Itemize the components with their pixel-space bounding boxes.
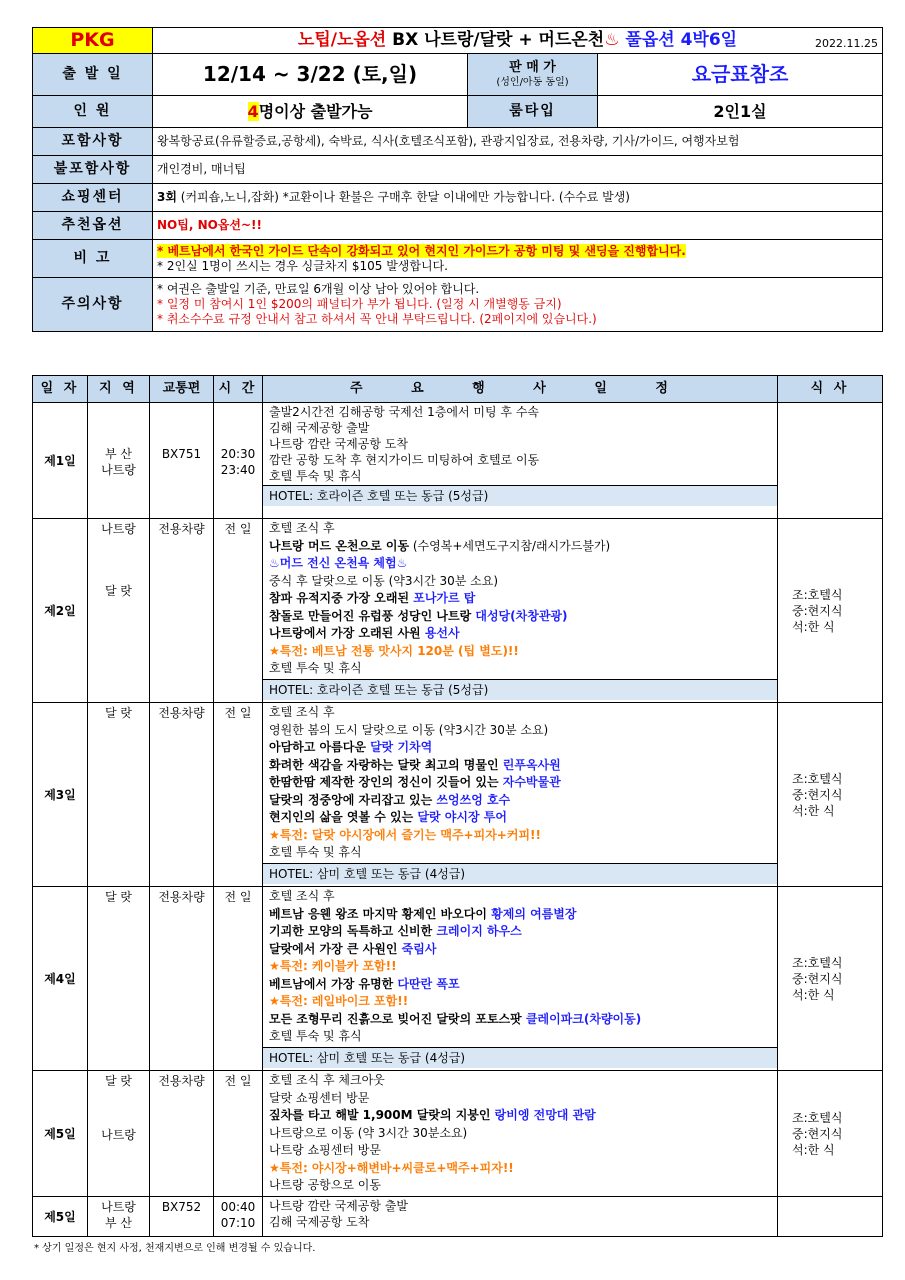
region-cell (88, 1197, 150, 1237)
special-benefit: ★특전: 달랏 야시장에서 즐기는 맥주+피자+커피!! (269, 827, 541, 842)
itinerary-line: 달랏 쇼핑센터 방문 (269, 1090, 370, 1105)
itinerary-line: 한땀한땀 제작한 장인의 정신이 깃들어 있는 자수박물관 (269, 775, 561, 789)
excluded-value: 개인경비, 매너팁 (153, 156, 883, 184)
itinerary-line: 베트남 응웬 왕조 마지막 황제인 바오다이 황제의 여름별장 (269, 906, 577, 921)
itinerary-line: 짚차를 타고 해발 1,900M 달랏의 지붕인 랑비엥 전망대 관람 (269, 1108, 596, 1122)
itinerary-line: 호텔 조식 후 체크아웃 (269, 1073, 385, 1087)
meal-dinner: 석:한 식 (792, 803, 835, 818)
itinerary-line: 나트랑에서 가장 오래된 사원 용선사 (269, 626, 460, 640)
transport-cell: 전용차량 (150, 519, 214, 703)
itinerary-line: 호텔 조식 후 (269, 889, 335, 903)
meal-cell (778, 1071, 883, 1197)
meal-cell (778, 703, 883, 887)
title-no-tip: 노팁/노옵션 (297, 30, 387, 50)
itinerary-line: 김해 국제공항 도착 (269, 1215, 370, 1229)
price-label-sub: (성인/아동 동일) (496, 76, 569, 88)
transport-cell: BX752 (150, 1197, 214, 1237)
itinerary-line: 나트랑 쇼핑센터 방문 (269, 1143, 381, 1157)
package-title (153, 28, 883, 54)
itinerary-cell (263, 403, 778, 519)
remark-line-1: * 베트남에서 한국인 가이드 단속이 강화되고 있어 현지인 가이드가 공항 미팅 및 샌딩을 진행합니다. (157, 243, 686, 258)
title-full-option: 풀옵션 4박6일 (619, 30, 738, 50)
meal-lunch: 중:현지식 (792, 603, 843, 618)
region-cell (88, 1071, 150, 1197)
itinerary-line: 참돌로 만들어진 유럽풍 성당인 나트랑 대성당(차창관광) (269, 608, 568, 623)
itinerary-cell (263, 519, 778, 703)
arrive-time: 07:10 (220, 1216, 256, 1230)
itinerary-cell (263, 703, 778, 887)
day-row-1 (33, 403, 883, 519)
room-label: 룸타입 (468, 96, 598, 128)
itinerary-line: 달랏에서 가장 큰 사원인 죽림사 (269, 941, 437, 956)
region-start: 달 랏 (105, 1074, 132, 1088)
pkg-label: PKG (33, 28, 153, 54)
meal-dinner: 석:한 식 (792, 619, 835, 634)
depart-time: 00:40 (220, 1200, 256, 1214)
itinerary-line: 베트남에서 가장 유명한 다딴란 폭포 (269, 976, 460, 991)
meal-lunch: 중:현지식 (792, 971, 843, 986)
col-meal: 식 사 (778, 376, 883, 403)
day-label: 제3일 (33, 703, 88, 887)
itinerary-line: 기괴한 모양의 독특하고 신비한 크레이지 하우스 (269, 924, 522, 938)
time-cell: 전 일 (214, 519, 263, 703)
meal-cell (778, 403, 883, 519)
day-label: 제4일 (33, 887, 88, 1071)
itinerary-line: 호텔 투숙 및 휴식 (269, 469, 362, 483)
region-from: 나트랑 (101, 1200, 136, 1214)
itinerary-line: 아담하고 아름다운 달랏 기차역 (269, 740, 433, 754)
itinerary-highlight: ♨머드 전신 온천욕 체험♨ (269, 556, 408, 570)
itinerary-line: 출발2시간전 김해공항 국제선 1층에서 미팅 후 수속 (269, 405, 539, 419)
document-date: 2022.11.25 (815, 37, 879, 50)
itinerary-cell (263, 1197, 778, 1237)
included-label: 포함사항 (33, 128, 153, 156)
itinerary-line: 나트랑 깜란 국제공항 출발 (269, 1199, 408, 1213)
day-row-5 (33, 1071, 883, 1197)
col-itinerary: 주 요 행 사 일 정 (263, 376, 778, 403)
col-day: 일 자 (33, 376, 88, 403)
meal-dinner: 석:한 식 (792, 1142, 835, 1157)
itinerary-line: 나트랑 머드 온천으로 이동 (수영복+세면도구지참/래시가드불가) (269, 538, 611, 553)
meal-breakfast: 조:호텔식 (792, 587, 843, 602)
transport-cell: 전용차량 (150, 1071, 214, 1197)
col-region: 지 역 (88, 376, 150, 403)
itinerary-line: 나트랑으로 이동 (약 3시간 30분소요) (269, 1125, 468, 1140)
special-benefit: ★특전: 케이블카 포함!! (269, 959, 397, 973)
itinerary-line: 나트랑 깜란 국제공항 도착 (269, 437, 408, 451)
special-benefit: ★특전: 베트남 전통 맛사지 120분 (팁 별도)!! (269, 643, 519, 658)
region-from: 부 산 (105, 446, 132, 461)
depart-label: 출 발 일 (33, 54, 153, 96)
hotel-info: HOTEL: 호라이즌 호텔 또는 동급 (5성급) (263, 485, 777, 506)
people-label: 인 원 (33, 96, 153, 128)
footnote: * 상기 일정은 현지 사정, 천재지변으로 인해 변경될 수 있습니다. (34, 1243, 316, 1254)
included-value: 왕복항공료(유류할증료,공항세), 숙박료, 식사(호텔조식포함), 관광지입장료, 전용차량, 기사/가이드, 여행자보험 (153, 128, 883, 156)
itinerary-cell (263, 887, 778, 1071)
itinerary-line: 호텔 조식 후 (269, 521, 335, 535)
itinerary-line: 모든 조형무리 진흙으로 빚어진 달랏의 포토스팟 클레이파크(차량이동) (269, 1011, 642, 1026)
time-cell (214, 403, 263, 519)
region-to: 나트랑 (101, 462, 136, 477)
day-label: 제1일 (33, 403, 88, 519)
option-value: NO팁, NO옵션~!! (153, 212, 883, 240)
region-to: 부 산 (105, 1216, 132, 1230)
itinerary-line: 중식 후 달랏으로 이동 (약3시간 30분 소요) (269, 573, 499, 588)
excluded-label: 불포함사항 (33, 156, 153, 184)
shopping-value (153, 184, 883, 212)
day-label: 제2일 (33, 519, 88, 703)
info-table (32, 27, 883, 332)
region-start: 나트랑 (101, 522, 136, 536)
col-time: 시 간 (214, 376, 263, 403)
itinerary-line: 호텔 투숙 및 휴식 (269, 1029, 362, 1043)
itinerary-line: 호텔 조식 후 (269, 705, 335, 719)
meal-breakfast: 조:호텔식 (792, 771, 843, 786)
shopping-count: 3회 (157, 190, 177, 204)
day-row-4 (33, 887, 883, 1071)
depart-value: 12/14 ~ 3/22 (토,일) (153, 54, 468, 96)
itinerary-line: 참파 유적지중 가장 오래된 포나가르 탑 (269, 591, 476, 605)
itinerary-line: 달랏의 정중앙에 자리잡고 있는 쓰엉쓰엉 호수 (269, 792, 511, 807)
meal-dinner: 석:한 식 (792, 987, 835, 1002)
people-text: 명이상 출발가능 (258, 102, 373, 121)
itinerary-cell (263, 1071, 778, 1197)
itinerary-line: 호텔 투숙 및 휴식 (269, 661, 362, 675)
hotel-info: HOTEL: 삼미 호텔 또는 동급 (4성급) (263, 1047, 777, 1068)
people-value (153, 96, 468, 128)
depart-time: 20:30 (220, 446, 256, 461)
price-label-text: 판 매 가 (509, 59, 556, 75)
shopping-label: 쇼핑센터 (33, 184, 153, 212)
itinerary-line: 화려한 색감을 자랑하는 달랏 최고의 명물인 린푸옥사원 (269, 757, 561, 772)
schedule-table (32, 375, 883, 1237)
itinerary-line: 김해 국제공항 출발 (269, 421, 370, 435)
arrive-time: 23:40 (220, 462, 256, 477)
option-label: 추천옵션 (33, 212, 153, 240)
itinerary-line: 현지인의 삶을 엿볼 수 있는 달랏 야시장 투어 (269, 810, 507, 824)
price-value: 요금표참조 (598, 54, 883, 96)
itinerary-line: 나트랑 공항으로 이동 (269, 1178, 381, 1192)
caution-value (153, 278, 883, 332)
region-cell (88, 519, 150, 703)
region-cell: 달 랏 (88, 887, 150, 1071)
meal-cell (778, 519, 883, 703)
room-value: 2인1실 (598, 96, 883, 128)
hotel-info: HOTEL: 호라이즌 호텔 또는 동급 (5성급) (263, 679, 777, 700)
caution-line-2: * 일정 미 참여시 1인 $200의 패널티가 부가 됩니다. (일정 시 개별행동 금지) (157, 297, 562, 311)
time-cell (214, 1197, 263, 1237)
meal-cell (778, 1197, 883, 1237)
transport-cell: 전용차량 (150, 887, 214, 1071)
itinerary-line: 영원한 봄의 도시 달랏으로 이동 (약3시간 30분 소요) (269, 722, 549, 737)
remark-value (153, 240, 883, 278)
caution-line-3: * 취소수수료 규정 안내서 참고 하셔서 꼭 안내 부탁드립니다. (2페이지에 있습니다.) (157, 312, 597, 326)
region-cell (88, 403, 150, 519)
time-cell: 전 일 (214, 703, 263, 887)
day-label: 제5일 (33, 1071, 88, 1197)
meal-lunch: 중:현지식 (792, 1126, 843, 1141)
transport-cell: BX751 (150, 403, 214, 519)
caution-label: 주의사항 (33, 278, 153, 332)
itinerary-line: 깜란 공항 도착 후 현지가이드 미팅하여 호텔로 이동 (269, 453, 540, 467)
meal-lunch: 중:현지식 (792, 787, 843, 802)
people-min-count: 4 (247, 102, 259, 121)
region-end: 나트랑 (101, 1128, 136, 1142)
special-benefit: ★특전: 야시장+해변바+씨클로+맥주+피자!! (269, 1160, 514, 1175)
shopping-detail: (커피숍,노니,잡화) *교환이나 환불은 구매후 한달 이내에만 가능합니다. (수수료 발생) (176, 190, 630, 204)
day-label: 제5일 (33, 1197, 88, 1237)
remark-label: 비 고 (33, 240, 153, 278)
meal-cell (778, 887, 883, 1071)
hot-spring-icon: ♨ (604, 30, 620, 50)
day-row-3 (33, 703, 883, 887)
day-row-6 (33, 1197, 883, 1237)
meal-breakfast: 조:호텔식 (792, 1110, 843, 1125)
day-row-2 (33, 519, 883, 703)
remark-line-2: * 2인실 1명이 쓰시는 경우 싱글차지 $105 발생합니다. (157, 258, 448, 273)
caution-line-1: * 여권은 출발일 기준, 만료일 6개월 이상 남아 있어야 합니다. (157, 282, 480, 296)
title-route: BX 나트랑/달랏 + 머드온천 (386, 30, 605, 50)
region-cell: 달 랏 (88, 703, 150, 887)
itinerary-line: 호텔 투숙 및 휴식 (269, 845, 362, 859)
time-cell: 전 일 (214, 1071, 263, 1197)
time-cell: 전 일 (214, 887, 263, 1071)
price-label (468, 54, 598, 96)
hotel-info: HOTEL: 삼미 호텔 또는 동급 (4성급) (263, 863, 777, 884)
meal-breakfast: 조:호텔식 (792, 955, 843, 970)
col-transport: 교통편 (150, 376, 214, 403)
region-end: 달 랏 (105, 584, 132, 598)
transport-cell: 전용차량 (150, 703, 214, 887)
special-benefit: ★특전: 레일바이크 포함!! (269, 994, 409, 1008)
